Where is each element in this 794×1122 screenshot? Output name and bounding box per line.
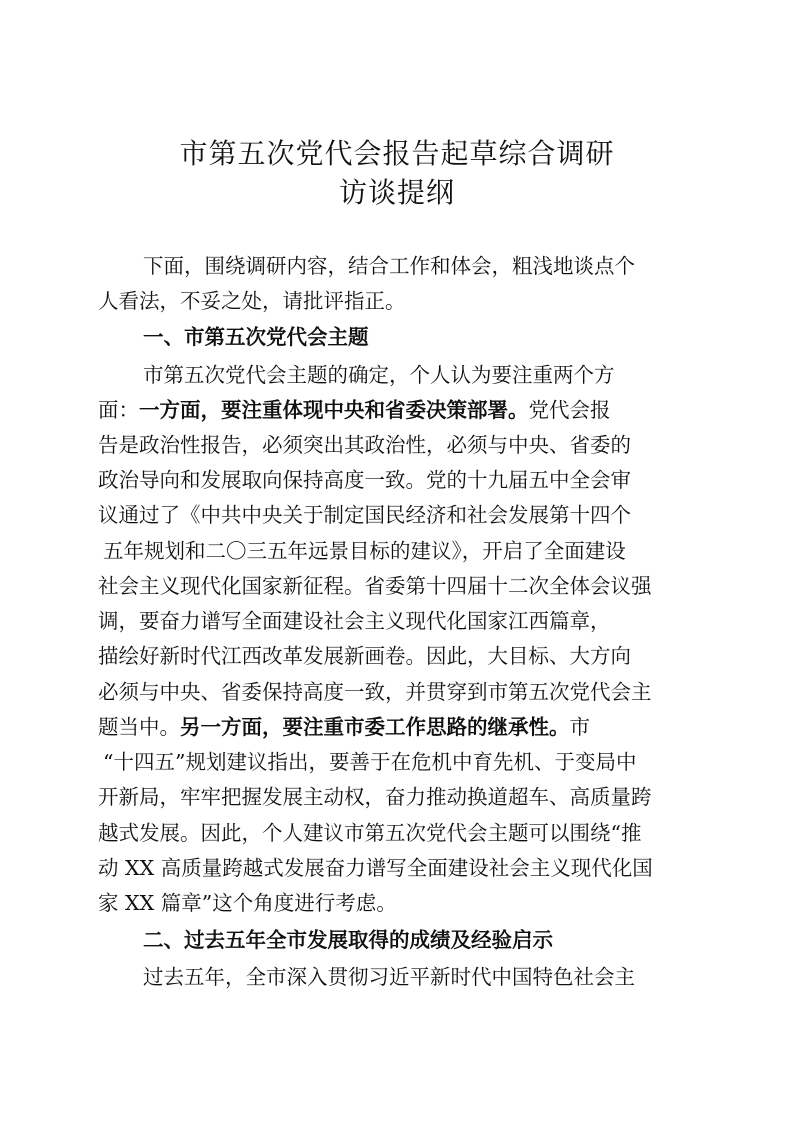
paragraph-1-line-8: 调，要奋力谱写全面建设社会主义现代化国家江西篇章， — [98, 609, 611, 633]
paragraph-1-line-10: 必须与中央、省委保持高度一致，并贯穿到市第五次党代会主 — [98, 680, 652, 704]
emphasis-central-provincial: 一方面，要注重体现中央和省委决策部署。 — [139, 398, 529, 422]
emphasis-continuity: 另一方面，要注重市委工作思路的继承性。 — [180, 715, 570, 739]
paragraph-1-line-9: 描绘好新时代江西改革发展新画卷。因此，大目标、大方向 — [98, 644, 631, 668]
paragraph-1-line-11-end: 市 — [569, 715, 590, 739]
section-1-heading: 一、市第五次党代会主题 — [143, 325, 369, 349]
paragraph-1-line-16: 家 XX 篇章”这个角度进行考虑。 — [98, 891, 397, 915]
section-2-heading: 二、过去五年全市发展取得的成绩及经验启示 — [143, 928, 553, 952]
paragraph-1-line-13: 开新局，牢牢把握发展主动权，奋力推动换道超车、高质量跨 — [98, 785, 652, 809]
paragraph-1-line-2-start: 面： — [98, 398, 139, 422]
paragraph-1-line-5: 议通过了《中共中央关于制定国民经济和社会发展第十四个 — [98, 503, 631, 527]
paragraph-1-line-7: 社会主义现代化国家新征程。省委第十四届十二次全体会议强 — [98, 574, 652, 598]
paragraph-2-line-1: 过去五年，全市深入贯彻习近平新时代中国特色社会主 — [143, 965, 635, 989]
paragraph-1-line-14: 越式发展。因此，个人建议市第五次党代会主题可以围绕“推 — [98, 821, 642, 845]
intro-line-1: 下面，围绕调研内容，结合工作和体会，粗浅地谈点个 — [143, 254, 635, 278]
paragraph-1-line-12: “十四五”规划建议指出，要善于在危机中育先机、于变局中 — [103, 750, 637, 774]
paragraph-1-line-1: 市第五次党代会主题的确定，个人认为要注重两个方 — [143, 363, 615, 387]
paragraph-1-line-3: 告是政治性报告，必须突出其政治性，必须与中央、省委的 — [98, 433, 631, 457]
document-title-line-1: 市第五次党代会报告起草综合调研 — [179, 137, 615, 170]
paragraph-1-line-2 — [98, 395, 611, 425]
paragraph-1-line-4: 政治导向和发展取向保持高度一致。党的十九届五中全会审 — [98, 468, 631, 492]
document-title-line-2: 访谈提纲 — [338, 176, 455, 209]
intro-line-2: 人看法，不妥之处，请批评指正。 — [98, 289, 406, 313]
paragraph-1-line-6: 五年规划和二〇三五年远景目标的建议》，开启了全面建设 — [103, 539, 626, 563]
paragraph-1-line-15: 动 XX 高质量跨越式发展奋力谱写全面建设社会主义现代化国 — [98, 856, 653, 880]
paragraph-1-line-2-end: 党代会报 — [528, 398, 611, 422]
paragraph-1-line-11-start: 题当中。 — [98, 715, 180, 739]
paragraph-1-line-11 — [98, 712, 590, 742]
